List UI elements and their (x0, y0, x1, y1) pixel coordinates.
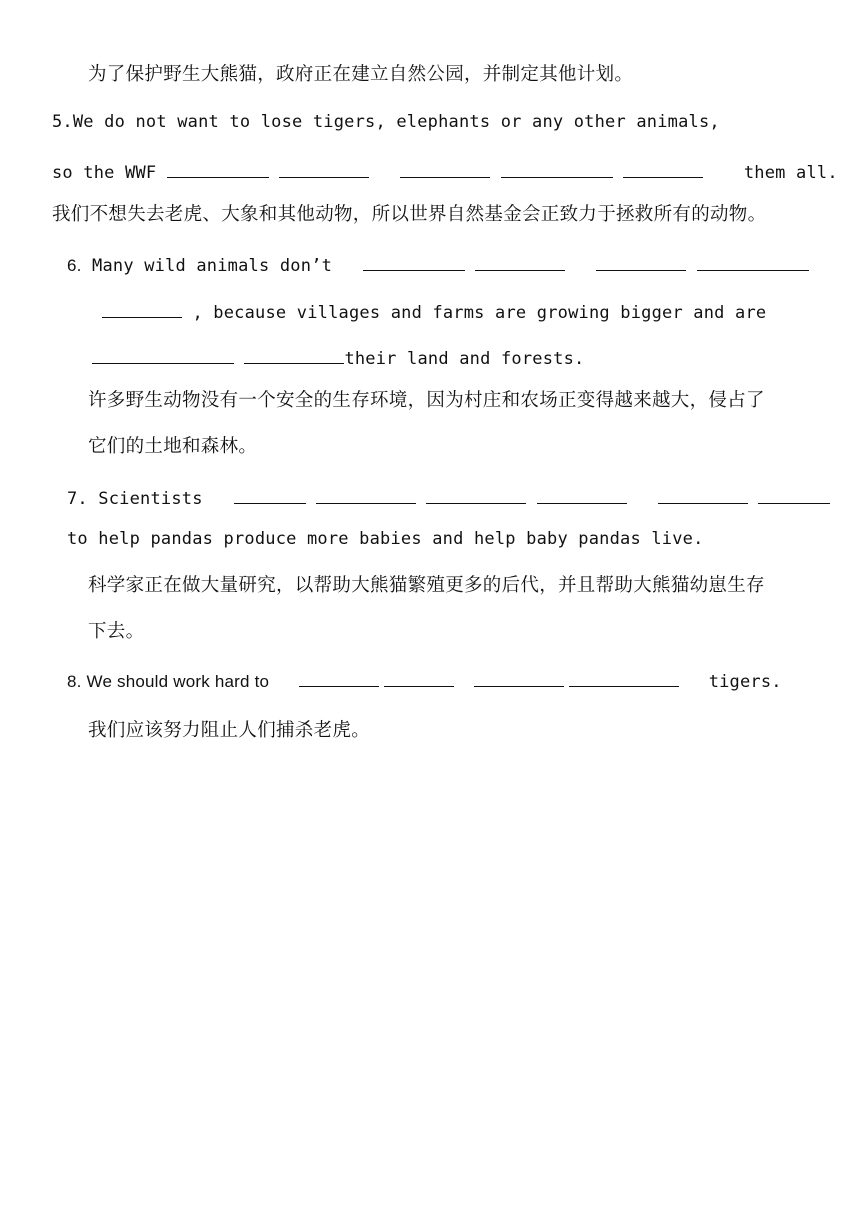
q5-blank-5[interactable] (623, 157, 703, 178)
q6-sentence-line2 (102, 297, 766, 324)
q5-blank-2[interactable] (279, 157, 369, 178)
q6-blank-5[interactable] (102, 297, 182, 318)
q7-translation-line2: 下去。 (88, 621, 145, 642)
q8-blank-3[interactable] (474, 666, 564, 687)
q6-blank-7[interactable] (244, 343, 344, 364)
q6-blank-3[interactable] (596, 250, 686, 271)
q6-middle: , because villages and farms are growing bigger and are (192, 303, 767, 323)
q7-blank-5[interactable] (658, 483, 748, 504)
q7-blank-6[interactable] (758, 483, 830, 504)
q7-sentence-line2: to help pandas produce more babies and help baby pandas live. (67, 529, 704, 549)
previous-item-translation: 为了保护野生大熊猫，政府正在建立自然公园，并制定其他计划。 (88, 64, 634, 85)
q5-blank-1[interactable] (167, 157, 269, 178)
q8-blank-1[interactable] (299, 666, 379, 687)
q7-sentence-line1 (67, 483, 830, 510)
q8-translation: 我们应该努力阻止人们捕杀老虎。 (88, 720, 371, 741)
q5-suffix: them all. (743, 163, 838, 183)
q5-blank-3[interactable] (400, 157, 490, 178)
q6-blank-6[interactable] (92, 343, 234, 364)
q7-prefix: 7. Scientists (67, 489, 203, 509)
q8-sentence (67, 666, 782, 693)
q5-sentence-line1: 5.We do not want to lose tigers, elephants or any other animals, (52, 112, 720, 132)
q5-blank-4[interactable] (501, 157, 613, 178)
q5-sentence-line2 (52, 157, 838, 184)
q7-blank-1[interactable] (234, 483, 306, 504)
q6-suffix: their land and forests. (344, 349, 585, 369)
q6-prefix: Many wild animals don’t (92, 256, 333, 276)
q7-translation-line1: 科学家正在做大量研究，以帮助大熊猫繁殖更多的后代，并且帮助大熊猫幼崽生存 (88, 575, 765, 596)
q6-blank-2[interactable] (475, 250, 565, 271)
q7-blank-4[interactable] (537, 483, 627, 504)
q8-blank-4[interactable] (569, 666, 679, 687)
q6-blank-4[interactable] (697, 250, 809, 271)
q6-number: 6. (67, 256, 82, 275)
q8-blank-2[interactable] (384, 666, 454, 687)
q6-sentence-line3 (92, 343, 584, 370)
q5-prefix: so the WWF (52, 163, 157, 183)
q8-suffix: tigers. (708, 672, 782, 692)
q8-prefix: 8. We should work hard to (67, 672, 270, 691)
q6-translation-line1: 许多野生动物没有一个安全的生存环境，因为村庄和农场正变得越来越大，侵占了 (88, 390, 765, 411)
q6-sentence-line1 (67, 250, 809, 277)
q7-blank-3[interactable] (426, 483, 526, 504)
q6-blank-1[interactable] (363, 250, 465, 271)
q5-translation: 我们不想失去老虎、大象和其他动物，所以世界自然基金会正致力于拯救所有的动物。 (52, 204, 767, 225)
q6-translation-line2: 它们的土地和森林。 (88, 436, 258, 457)
q7-blank-2[interactable] (316, 483, 416, 504)
